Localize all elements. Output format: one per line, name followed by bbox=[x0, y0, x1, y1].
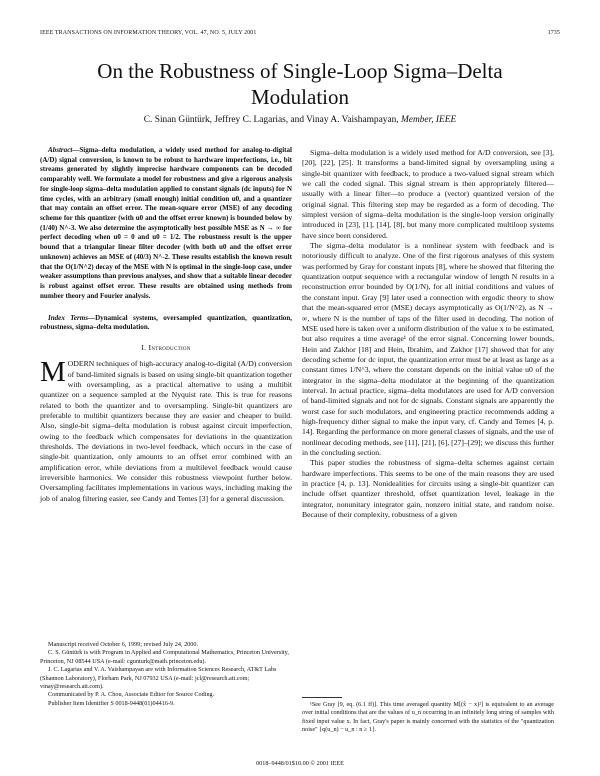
copyright-footer: 0018–9448/01$10.00 © 2001 IEEE bbox=[256, 760, 344, 767]
right-paragraph-3: This paper studies the robustness of sigma–delta schemes against certain hardware imperfections. This seems to be one of the main reasons they are used in practice [4, p. 13]. Nonidealities for circuits using a single-bit quantizer can include offset quantizer threshold, offset quantization level, leakage in the integrator, nonunitary integrator gain, nonzero initial state, and random noise. Because of their complexity, robustness of a given bbox=[302, 458, 554, 520]
right-footnote bbox=[302, 697, 554, 735]
footnote-author-2-3: J. C. Lagarias and V. A. Vaishampayan are with Information Sciences Research, AT&T Labs (Shannon Laboratory), Florham Park, NJ 07932 USA (e-mail: jcl@research.att.com; vinay@research.att.com). bbox=[40, 666, 277, 691]
intro-text: techniques of high-accuracy analog-to-digital (A/D) conversion of band-limited signals is based on using single-bit quantization together with oversampling, as a practical alternative to using a multibit quantizer on a sequence sampled at the Nyquist rate. This is true for reasons related to both the quantizer and to oversampling. Single-bit quantizers are preferable to multibit quantizers because they are easier and cheaper to build. Also, single-bit sigma–delta modulation is robust against circuit imperfection, owing to the feedback which compensates for deviations in the quantization thresholds. The deviations in two-level feedback, which occurs in the case of single-bit quantization, only amounts to an offset error combined with an amplification error, while deviations from a multilevel feedback would cause irreversible harmonics. We consider this robustness viewpoint further below. Oversampling facilitates implementations in various ways, including making the job of analog filtering easier, see Candy and Temes [3] for a general discussion. bbox=[40, 359, 293, 503]
footnote-publisher-id: Publisher Item Identifier S 0018-9448(01)04416-9. bbox=[48, 699, 175, 707]
page-number: 1735 bbox=[547, 30, 560, 36]
footnote-communicated: Communicated by P. A. Chou, Associate Editor for Source Coding. bbox=[48, 691, 215, 699]
right-column bbox=[302, 148, 554, 520]
title-line-2: Modulation bbox=[251, 85, 349, 109]
dropcap: M bbox=[40, 356, 66, 389]
running-head bbox=[40, 30, 560, 40]
left-footnotes bbox=[40, 641, 292, 708]
index-terms bbox=[40, 314, 292, 333]
footnote-received: Manuscript received October 6, 1999; revised July 24, 2000. bbox=[48, 641, 199, 648]
section-heading-introduction: I. Introduction bbox=[141, 342, 191, 352]
title-line-1: On the Robustness of Single-Loop Sigma–Delta bbox=[97, 59, 503, 83]
left-column bbox=[40, 146, 292, 504]
footnote-author-1: C. S. Güntürk is with Program in Applied and Computational Mathematics, Princeton University, Princeton, NJ 08544 USA (e-mail: cgunturk@math.princeton.edu). bbox=[40, 649, 289, 665]
author-line bbox=[40, 115, 560, 125]
index-terms-text: Dynamical systems, oversampled quantization, quantization, robustness, sigma–delta modulation. bbox=[40, 313, 293, 332]
author-membership: Member, IEEE bbox=[401, 115, 457, 125]
index-terms-label: Index Terms— bbox=[48, 313, 96, 322]
abstract-text: Sigma–delta modulation, a widely used method for analog-to-digital (A/D) signal conversion, is known to be robust to hardware imperfections, i.e., bit streams generated by slightly imprecise hardware components can be decoded comparably well. We formulate a model for robustness and give a rigorous analysis for single-loop sigma–delta modulation applied to constant signals (dc inputs) for N time cycles, with an arbitrary (small enough) initial condition u0, and a quantizer that may contain an offset error. The mean-square error (MSE) of any decoding scheme for this quantizer (with u0 and the offset error known) is bounded below by (1/40) N^-3. We also determine the asymptotically best possible MSE as N → ∞ for perfect decoding when u0 = 0 and u0 = 1/2. The robustness result is the upper bound that a triangular linear filter decoder (with both u0 and the offset error unknown) achieves an MSE of (40/3) N^-2. These results establish the known result that the O(1/N^2) decay of the MSE with N is optimal in the single-loop case, under weaker assumptions than previous analyses, and show that a suitable linear decoder is robust against offset error. These results are obtained using methods from number theory and Fourier analysis. bbox=[40, 146, 292, 300]
footnote-rule bbox=[302, 697, 342, 698]
author-names: C. Sinan Güntürk, Jeffrey C. Lagarias, and Vinay A. Vaishampayan, bbox=[143, 115, 399, 125]
footnote-gray: ¹See Gray [9, eq. (6.1 ff)]. This time averaged quantity M[(x̂ − x)²] is equivalent to an average over initial conditions that are the values of u_n occurring in an infinitely long string of samples with fixed input value x. In fact, Gray's paper is mainly concerned with the statistics of the "quantization noise" {q(u_n) − u_n : n ≥ 1}. bbox=[302, 701, 554, 734]
paper-title bbox=[40, 58, 560, 110]
abstract-label: Abstract— bbox=[48, 146, 80, 154]
right-paragraph-2: The sigma–delta modulator is a nonlinear system with feedback and is notoriously difficult to analyze. One of the first rigorous analyses of this system was performed by Gray for constant inputs [8], where he showed that filtering the quantization output sequence with a rectangular window of length N results in a reconstruction error bounded by O(1/N), for all initial conditions and values of the constant input. Gray [9] later used a connection with ergodic theory to show that the mean-squared error (MSE) decays asymptotically as O(1/N^2), as N → ∞, where N is the number of taps of the filter used in decoding. The notion of MSE used here is taken over a uniform distribution of the value x to be estimated, but also requires a time average¹ of the error signal. Concerning lower bounds, Hein and Zakhor [18] and Hein, Ibrahim, and Zakhor [17] showed that for any decoding scheme for dc input, the quantization error must be at least as large as a constant times 1/N^3, where the constant depends on the initial value u0 of the integrator in the sigma–delta modulator at the beginning of the quantization interval. In actual practice, sigma–delta modulators are used for A/D conversion of band-limited signals and not for dc signals. Constant signals are apparently the worst case for such modulators, and engineering practice recommends adding a high-frequency dither signal to make the input vary, cf. Candy and Temes [4, p. 14]. Regarding the performance on more general classes of signals, and the use of nonlinear decoding methods, see [11], [21], [6], [27]–[29]; we discuss this further in the concluding section. bbox=[302, 241, 554, 457]
intro-lead-word: ODERN bbox=[67, 359, 95, 369]
intro-paragraph bbox=[40, 356, 293, 504]
journal-citation: IEEE TRANSACTIONS ON INFORMATION THEORY, VOL. 47, NO. 5, JULY 2001 bbox=[40, 30, 257, 36]
right-paragraph-1: Sigma–delta modulation is a widely used method for A/D conversion, see [3], [20], [22], [25]. It transforms a band-limited signal by oversampling using a single-bit quantizer with feedback, to produce a two-valued signal stream which we call the coded signal. This signal stream is then appropriately filtered—usually with a linear filter—to produce a (vector) quantized version of the original signal. This filtering step may be regarded as a form of decoding. The simplest version of sigma–delta modulation is the single-loop version originally introduced in [23], [1], [14], [8], but many more complicated multiloop systems have since been considered. bbox=[302, 148, 554, 240]
abstract bbox=[40, 146, 292, 302]
